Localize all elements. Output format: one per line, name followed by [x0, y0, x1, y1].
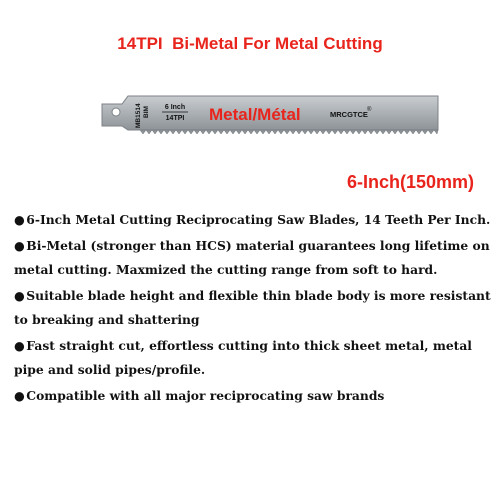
feature-item	[14, 234, 492, 282]
bullet-icon: ●	[14, 212, 25, 227]
feature-text: Compatible with all major reciprocating saw brands	[26, 388, 385, 403]
feature-item	[14, 334, 492, 382]
bullet-icon: ●	[14, 238, 25, 253]
tang-hole	[112, 108, 120, 116]
bullet-icon: ●	[14, 288, 25, 303]
blade-model: MB1514	[135, 103, 142, 128]
blade-size-bottom: 14TPI	[165, 115, 185, 122]
size-label: 6-Inch(150mm)	[346, 172, 474, 192]
feature-list	[14, 208, 492, 410]
blade-brand: MRCGTCE	[330, 110, 368, 119]
saw-blade-image	[100, 86, 440, 146]
feature-text: Suitable blade height and flexible thin blade body is more resistant to breaking and shattering	[14, 288, 491, 327]
blade-registered-mark: ®	[367, 107, 372, 113]
feature-text: Fast straight cut, effortless cutting into thick sheet metal, metal pipe and solid pipes/profile.	[14, 338, 472, 377]
feature-text: 6-Inch Metal Cutting Reciprocating Saw Blades, 14 Teeth Per Inch.	[26, 212, 491, 227]
blade-teeth	[140, 130, 438, 134]
headline: 14TPI Bi-Metal For Metal Cutting	[117, 34, 383, 53]
feature-text: Bi-Metal (stronger than HCS) material guarantees long lifetime on metal cutting. Maxmized the cutting range from soft to hard.	[14, 238, 490, 277]
feature-item	[14, 384, 492, 408]
bullet-icon: ●	[14, 338, 25, 353]
bullet-icon: ●	[14, 388, 25, 403]
feature-item	[14, 208, 492, 232]
blade-material: BIM	[143, 106, 150, 118]
saw-blade-graphic	[100, 86, 440, 146]
blade-size-top: 6 Inch	[164, 104, 186, 111]
blade-title: Metal/Métal	[209, 105, 301, 124]
feature-item	[14, 284, 492, 332]
